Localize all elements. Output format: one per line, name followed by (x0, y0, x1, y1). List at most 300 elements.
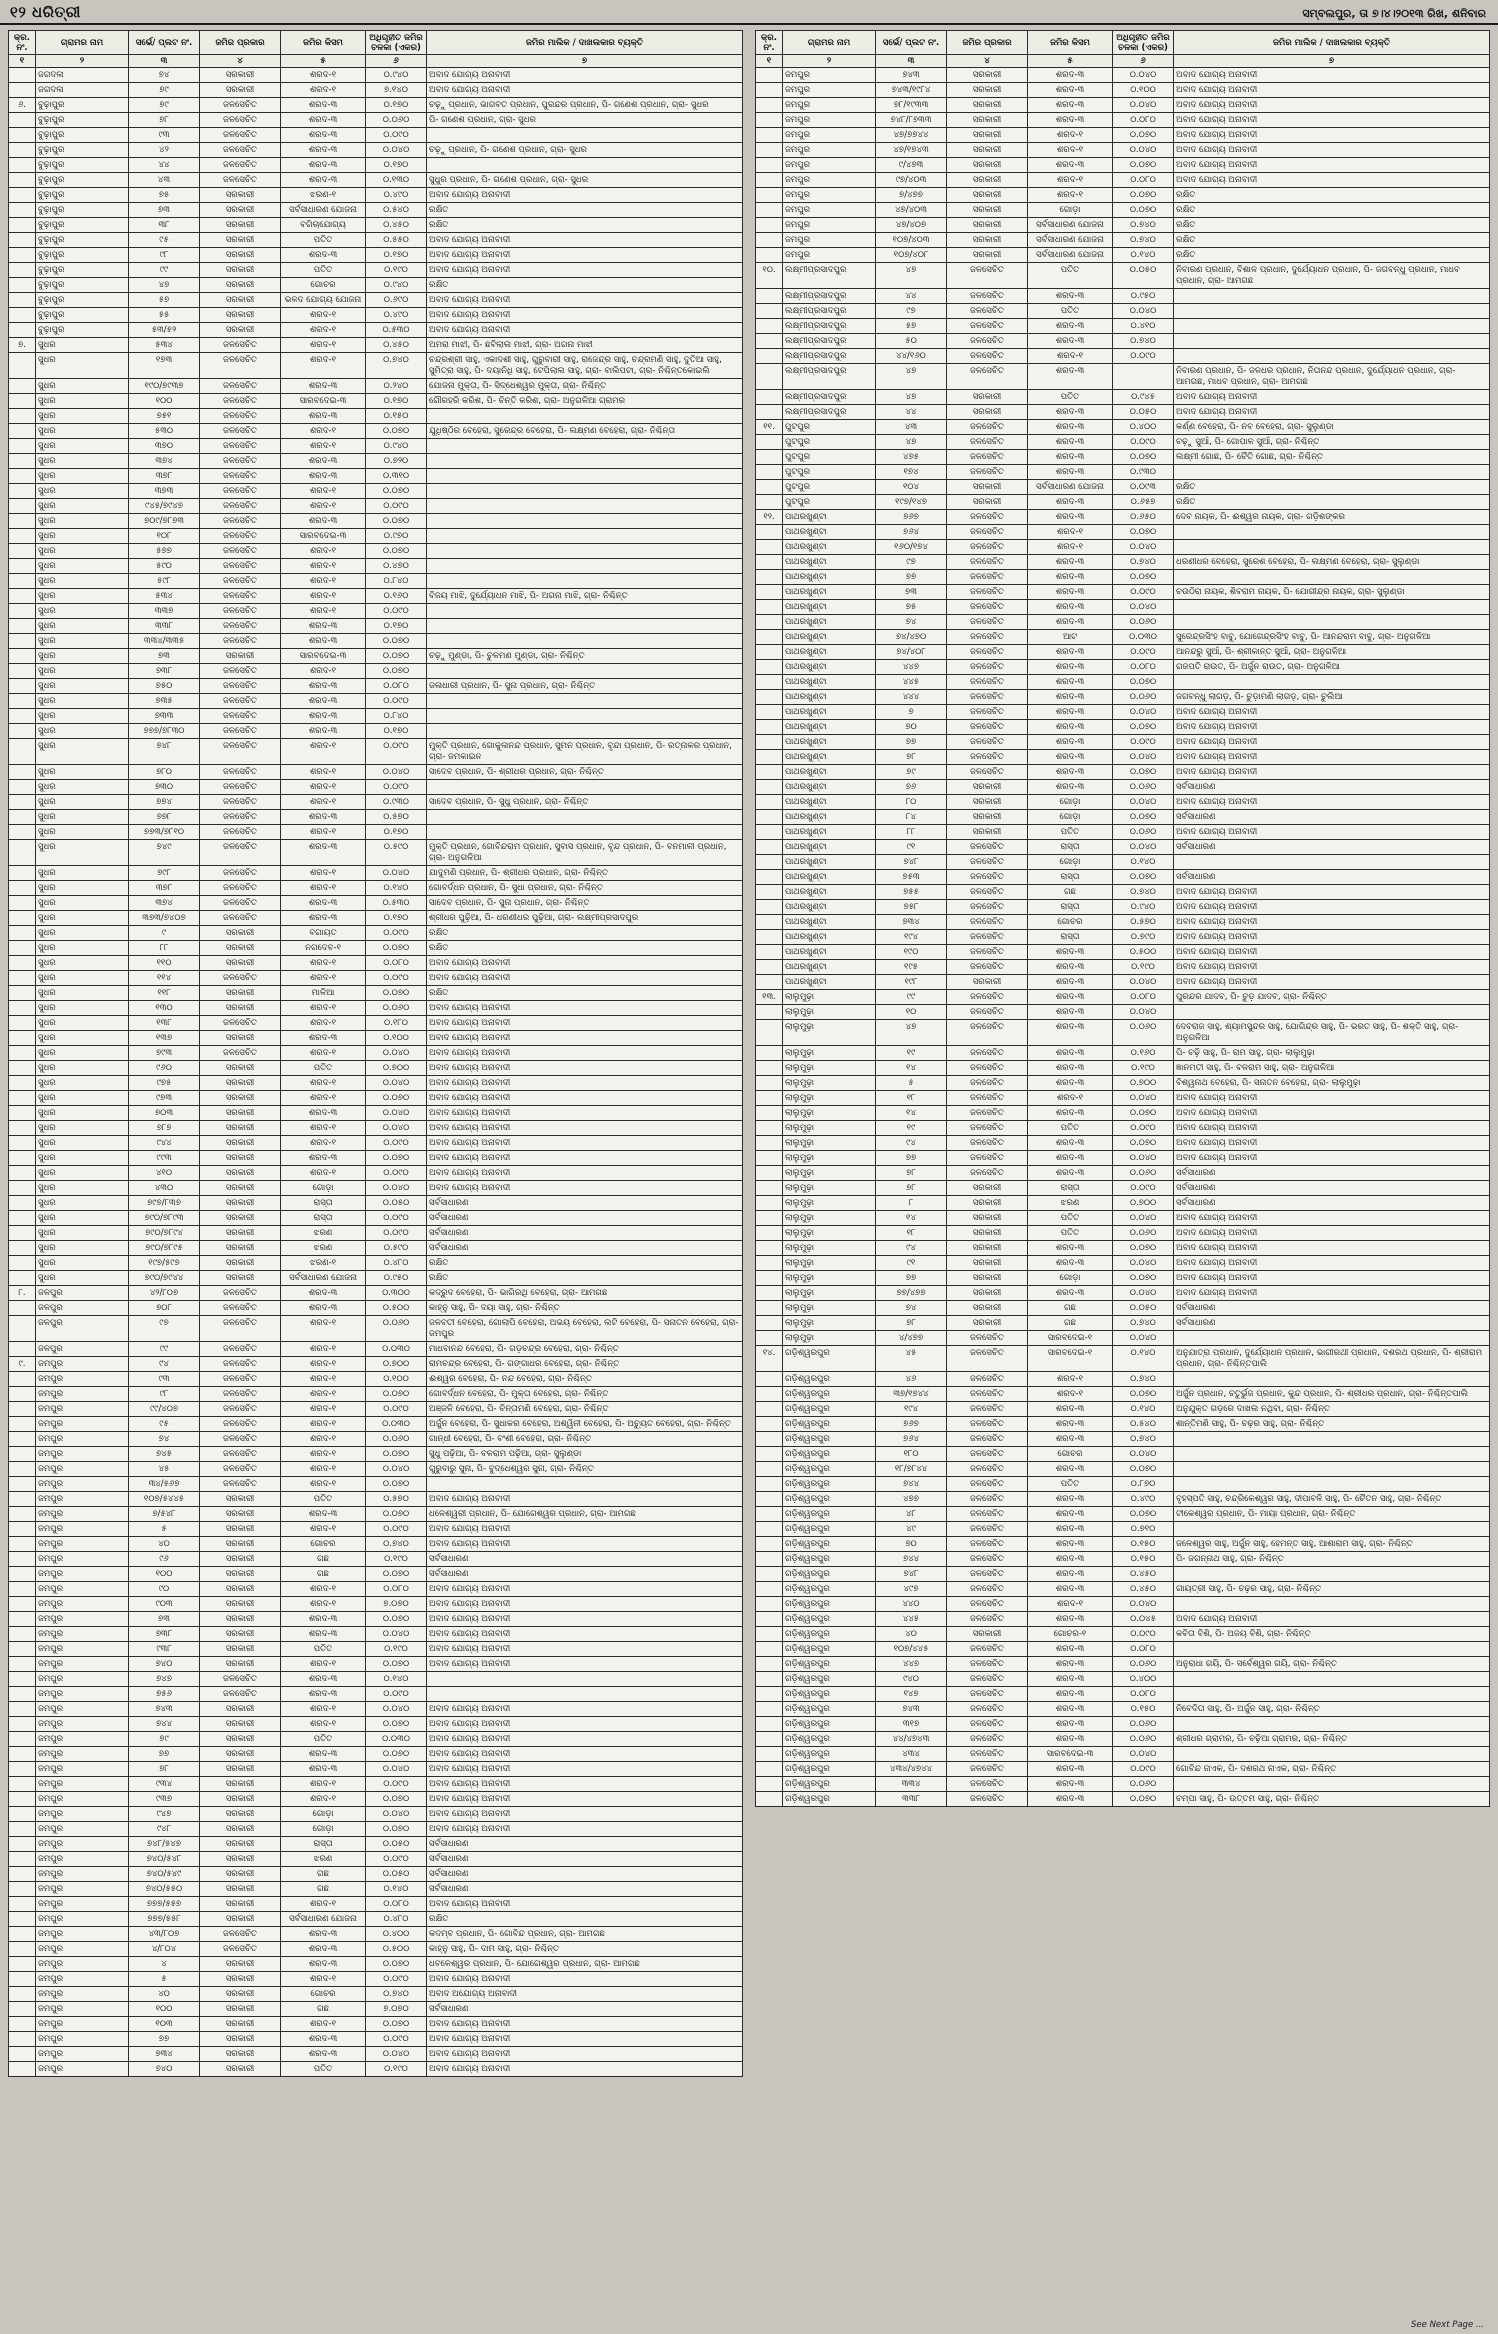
cell-plot-no: ୭୪୫ (129, 1447, 200, 1462)
cell-land-type: ସରକାରୀ (200, 1211, 281, 1226)
cell-owner-occupant: ବିଜୟ ମାଝି, ଦୁର୍ଯ୍ୟୋଧନ ମାଝି, ପି- ଅଗନା ମାଝି, ଗ୍ରା- ନିଶ୍ଚିନ୍ତ (427, 589, 743, 604)
cell-plot-no: ୭୫୦ (129, 679, 200, 694)
cell-land-kisam: ଶରଦ-୩ (1028, 1417, 1113, 1432)
cell-land-kisam: ଶରଦ-୩ (1028, 1061, 1113, 1076)
cell-owner-occupant: ଅବାଦ ଯୋଗ୍ୟ ଅନାବାଦୀ (427, 1597, 743, 1612)
cell-sl-no (756, 1687, 783, 1702)
cell-acquired-area: ୦.୧୪୦ (1113, 1402, 1174, 1417)
cell-owner-occupant: ଯାଦୁମଣି ପ୍ରଧାନ, ପି- ଶ୍ରୀଧର ପ୍ରଧାନ, ଗ୍ରା- ନିଶ୍ଚିନ୍ତ (427, 866, 743, 881)
cell-sl-no (756, 364, 783, 390)
cell-land-kisam: ଝରଣ-୧ (281, 188, 366, 203)
cell-sl-no (9, 1642, 36, 1657)
table-row (9, 604, 743, 619)
cell-village-name: ସୁଧର (36, 1106, 129, 1121)
cell-acquired-area: ୦.୦୪୦ (1113, 1211, 1174, 1226)
table-row (756, 1226, 1490, 1241)
cell-land-type: ଜଳସେଚିତ (947, 1061, 1028, 1076)
cell-land-type: ସରକାରୀ (200, 1106, 281, 1121)
cell-owner-occupant: ଧଳେଶ୍ୱରୀ ପ୍ରଧାନ, ପି- ଯୋଗେଶ୍ୱର ପ୍ରଧାନ, ଗ୍ରା- ଆମଗଛ (427, 1507, 743, 1522)
cell-plot-no: ୧୪ (876, 1061, 947, 1076)
cell-owner-occupant (1174, 1717, 1490, 1732)
cell-acquired-area: ୦.୪୮୦ (366, 1256, 427, 1271)
cell-owner-occupant: ଅବାଦ ଯୋଗ୍ୟ ଅନାବାଦୀ (427, 2062, 743, 2077)
table-row (9, 439, 743, 454)
cell-land-type: ସରକାରୀ (200, 1256, 281, 1271)
cell-sl-no (756, 1747, 783, 1762)
cell-land-type: ସରକାରୀ (200, 1241, 281, 1256)
cell-village-name: ପାଥରଖୁଣ୍ଟା (783, 885, 876, 900)
cell-sl-no (9, 840, 36, 866)
cell-land-kisam: ଶରଦ-୩ (281, 2032, 366, 2047)
cell-acquired-area: ୦.୦୪୦ (366, 1462, 427, 1477)
column-number: ୧ (756, 55, 783, 68)
cell-plot-no: ୭୬ (876, 780, 947, 795)
cell-sl-no (756, 705, 783, 720)
cell-plot-no: ୯୯/୪୦୭ (129, 1402, 200, 1417)
cell-plot-no: ୮୮ (129, 941, 200, 956)
cell-land-kisam: ଶରଦ-୧ (281, 1316, 366, 1342)
cell-acquired-area: ୦.୦୭୦ (366, 424, 427, 439)
table-row (756, 1642, 1490, 1657)
cell-plot-no: ୮୪ (876, 810, 947, 825)
cell-acquired-area: ୦.୦୪୦ (366, 1121, 427, 1136)
cell-land-type: ଜଳସେଚିତ (200, 694, 281, 709)
cell-land-type: ଜଳସେଚିତ (947, 1417, 1028, 1432)
column-header-owner-occupant: ଜମିର ମାଲିକ / ଦାଖଲକାର ବ୍ୟକ୍ତି (1174, 31, 1490, 55)
cell-land-type: ଜଳସେଚିତ (947, 540, 1028, 555)
cell-acquired-area: ୦.୧୬୦ (1113, 1046, 1174, 1061)
cell-plot-no: ୧୮ (876, 1091, 947, 1106)
cell-owner-occupant: ଅବାଦ ଯୋଗ୍ୟ ଅନାବାଦୀ (427, 1747, 743, 1762)
cell-land-kisam: ଶରଦ-୩ (1028, 765, 1113, 780)
cell-village-name: ଜମପୁର (36, 1972, 129, 1987)
cell-acquired-area: ୦.୯୪୦ (1113, 900, 1174, 915)
cell-plot-no: ୭୫୬ (129, 1687, 200, 1702)
cell-land-type: ଜଳସେଚିତ (200, 113, 281, 128)
cell-plot-no: ୩୭୮ (129, 881, 200, 896)
cell-acquired-area: ୦.୪୦୦ (366, 1927, 427, 1942)
cell-acquired-area: ୦.୭୦୦ (1113, 1076, 1174, 1091)
cell-land-kisam: ଶରଦ-୩ (1028, 1537, 1113, 1552)
table-row (756, 1211, 1490, 1226)
cell-village-name: ପାଥରଖୁଣ୍ଟା (783, 630, 876, 645)
cell-acquired-area: ୦.୭୪୦ (1113, 233, 1174, 248)
table-row (9, 911, 743, 926)
table-row (9, 1106, 743, 1121)
cell-village-name: ଲାଲୁମୁଢ଼ା (783, 1256, 876, 1271)
table-row (756, 465, 1490, 480)
cell-land-type: ସରକାରୀ (200, 188, 281, 203)
cell-village-name: ଜମପୁର (36, 1417, 129, 1432)
cell-land-kisam: ଶରଦ-୩ (1028, 1005, 1113, 1020)
cell-acquired-area: ୦.୦୪୦ (1113, 304, 1174, 319)
right-column (755, 30, 1490, 1807)
cell-sl-no (9, 1822, 36, 1837)
cell-acquired-area: ୦.୦୫୦ (366, 1837, 427, 1852)
cell-acquired-area: ୦.୦୬୦ (1113, 615, 1174, 630)
cell-acquired-area: ୦.୦୭୦ (1113, 1462, 1174, 1477)
cell-land-kisam: ଶରଦ-୧ (281, 1777, 366, 1792)
table-row (756, 405, 1490, 420)
cell-plot-no: ୭୮ (876, 1316, 947, 1331)
cell-sl-no (9, 941, 36, 956)
cell-plot-no: ୯୭/୪୦୩ (876, 173, 947, 188)
cell-village-name: ଗଡ଼ିଶ୍ୱରପୁର (783, 1552, 876, 1567)
table-row (756, 173, 1490, 188)
cell-land-kisam: ସାରବଦେଇ-୩ (1028, 1747, 1113, 1762)
cell-land-type: ସରକାରୀ (200, 1582, 281, 1597)
cell-owner-occupant: ଅବାଦ ଯୋଗ୍ୟ ଅନାବାଦୀ (427, 1627, 743, 1642)
cell-owner-occupant (1174, 1522, 1490, 1537)
cell-plot-no: ୪୪/୪୭୪୩ (876, 1732, 947, 1747)
table-row (756, 1061, 1490, 1076)
cell-land-type: ଜଳସେଚିତ (947, 645, 1028, 660)
cell-village-name: ବୁଢ଼ାପୁର (36, 218, 129, 233)
cell-land-type: ଜଳସେଚିତ (947, 1717, 1028, 1732)
table-row (9, 143, 743, 158)
table-row (9, 1717, 743, 1732)
cell-plot-no: ୭୪୪ (876, 1477, 947, 1492)
cell-acquired-area: ୦.୦୭୦ (1113, 1136, 1174, 1151)
cell-owner-occupant: ଅନୁଯୁକ୍ତ ଗଡ଼ରେ ଦାଖଲ ନଥିବା, ଗ୍ରା- ନିଶ୍ଚିନ୍ତ (1174, 1402, 1490, 1417)
cell-land-kisam: ପତିତ (1028, 390, 1113, 405)
cell-land-kisam: ବଗାୟତ (281, 926, 366, 941)
cell-owner-occupant: ଅବାଦ ଯୋଗ୍ୟ ଅନାବାଦୀ (427, 1091, 743, 1106)
cell-land-type: ଜଳସେଚିତ (200, 469, 281, 484)
cell-land-kisam: ଶରଦ-୧ (1028, 143, 1113, 158)
cell-land-kisam: ଗୋଡ଼ା (281, 1807, 366, 1822)
table-row (9, 1342, 743, 1357)
cell-sl-no (756, 480, 783, 495)
cell-owner-occupant: ଅବାଦ ଯୋଗ୍ୟ ଅନାବାଦୀ (427, 233, 743, 248)
cell-plot-no: ୧୦୪ (876, 480, 947, 495)
cell-sl-no (756, 1657, 783, 1672)
column-header-land-kisam: ଜମିର କିସମ (1028, 31, 1113, 55)
cell-acquired-area: ୦.୦୫୦ (366, 1867, 427, 1882)
cell-sl-no (756, 1627, 783, 1642)
cell-owner-occupant: ମୁକ୍ତି ପ୍ରଧାନ, ଗୋକୁଳାନନ୍ଦ ପ୍ରଧାନ, ସୁମନ ପ୍ରଧାନ, ବୃନ୍ଦା ପ୍ରଧାନ, ପି- ରତ୍ନାକର ପ୍ରଧାନ, ଗ୍ରା- ଜମକାଇନ (427, 739, 743, 765)
cell-land-type: ଜଳସେଚିତ (200, 1301, 281, 1316)
column-header-sl-no: କ୍ର. ନଂ. (756, 31, 783, 55)
cell-plot-no: ୯ (129, 926, 200, 941)
cell-land-kisam: ଶରଦ-୧ (281, 780, 366, 795)
cell-owner-occupant: ସାଦେବ ପ୍ରଧାନ, ପି- ଶ୍ରୀଧର ପ୍ରଧାନ, ଗ୍ରା- ନିଶ୍ଚିନ୍ତ (427, 765, 743, 780)
cell-land-type: ଜଳସେଚିତ (200, 840, 281, 866)
table-row (756, 720, 1490, 735)
cell-owner-occupant: ଗାୟତ୍ରୀ ସାହୁ, ପି- ଚଢ଼ର ସାହୁ, ଗ୍ରା- ନିଶ୍ଚିନ୍ତ (1174, 1582, 1490, 1597)
cell-acquired-area (1113, 364, 1174, 390)
cell-sl-no (9, 409, 36, 424)
cell-land-type: ଜଳସେଚିତ (947, 525, 1028, 540)
cell-acquired-area: ୦.୨୪୦ (366, 379, 427, 394)
cell-village-name: ସୁଧର (36, 649, 129, 664)
cell-plot-no: ୪୩/୮୦୭ (129, 1927, 200, 1942)
cell-plot-no: ୩୭୩/୭୪୦୭ (129, 911, 200, 926)
cell-plot-no: ୫୦ (876, 334, 947, 349)
cell-acquired-area: ୦.୦୪୦ (1113, 1447, 1174, 1462)
cell-plot-no: ୧୯୦/୭୯୩୭ (129, 379, 200, 394)
cell-village-name: ଜମପୁର (36, 1792, 129, 1807)
cell-land-kisam: ଶରଦ-୧ (281, 323, 366, 338)
cell-sl-no (9, 795, 36, 810)
cell-acquired-area: ୦.୫୦୦ (366, 1942, 427, 1957)
cell-acquired-area: ୦.୦୭୦ (1113, 158, 1174, 173)
cell-village-name: ଲାଲୁମୁଢ଼ା (783, 1166, 876, 1181)
cell-land-kisam: ପତିତ (281, 1732, 366, 1747)
cell-land-type: ସରକାରୀ (200, 1552, 281, 1567)
cell-land-kisam: ଶରଦ-୧ (281, 1016, 366, 1031)
cell-plot-no: ୯୦ (129, 1582, 200, 1597)
cell-plot-no: ୭୪/୪୦୮ (876, 645, 947, 660)
cell-plot-no: ୧୭୩ (129, 353, 200, 379)
cell-land-kisam: ଶରଦ-୩ (281, 173, 366, 188)
cell-land-kisam: ଝରଣ (281, 1226, 366, 1241)
cell-sl-no (756, 1537, 783, 1552)
table-row (9, 469, 743, 484)
table-row (9, 1912, 743, 1927)
cell-village-name: ଜମପୁର (36, 1777, 129, 1792)
cell-owner-occupant: ଅବାଦ ଯୋଗ୍ୟ ଅନାବାଦୀ (427, 293, 743, 308)
cell-acquired-area: ୦.୦୯୦ (366, 1687, 427, 1702)
cell-owner-occupant: ଅବାଦ ଯୋଗ୍ୟ ଅନାବାଦୀ (1174, 158, 1490, 173)
table-row (9, 113, 743, 128)
cell-land-kisam: ଶରଦ-୩ (1028, 1672, 1113, 1687)
cell-village-name: ସୁଧର (36, 499, 129, 514)
cell-plot-no: ୭୪୮ (129, 739, 200, 765)
table-row (9, 1612, 743, 1627)
table-row (9, 1387, 743, 1402)
cell-land-type: ଜଳସେଚିତ (200, 896, 281, 911)
cell-land-kisam: ଶରଦ-୩ (281, 1672, 366, 1687)
cell-sl-no (9, 739, 36, 765)
cell-plot-no: ୧୦ (876, 1005, 947, 1020)
table-row (756, 1732, 1490, 1747)
cell-village-name: ଜମପୁର (36, 1552, 129, 1567)
cell-acquired-area: ୦.୧୯୦ (366, 2062, 427, 2077)
cell-land-type: ଜଳସେଚିତ (947, 615, 1028, 630)
cell-plot-no: ୫୭ (129, 293, 200, 308)
cell-village-name: ଜମପୁର (783, 128, 876, 143)
cell-land-type: ଜଳସେଚିତ (200, 1462, 281, 1477)
cell-acquired-area: ୦.୦୭୦ (1113, 188, 1174, 203)
cell-land-kisam: ଗୋଡ଼ା (1028, 203, 1113, 218)
cell-land-type: ଜଳସେଚିତ (200, 1477, 281, 1492)
cell-sl-no (9, 1987, 36, 2002)
cell-land-type: ଜଳସେଚିତ (947, 420, 1028, 435)
cell-acquired-area: ୦.୦୫୦ (1113, 405, 1174, 420)
cell-sl-no (756, 1121, 783, 1136)
cell-owner-occupant: ସର୍ବସାଧାରଣ (427, 2002, 743, 2017)
cell-village-name: ସୁଧର (36, 1076, 129, 1091)
cell-plot-no: ୭୮ (129, 113, 200, 128)
cell-land-kisam: ଶରଦ-୩ (1028, 334, 1113, 349)
cell-sl-no (9, 323, 36, 338)
table-row (756, 1166, 1490, 1181)
table-row (756, 510, 1490, 525)
cell-plot-no: ୪୭/୪୦୭ (876, 218, 947, 233)
cell-land-kisam: ଶରଦ-୩ (1028, 158, 1113, 173)
cell-owner-occupant: ସର୍ବସାଧାରଣ (1174, 1166, 1490, 1181)
table-row (756, 1447, 1490, 1462)
cell-owner-occupant: ଦେବରାଜ ସାହୁ, ଶ୍ୟାମସୁନ୍ଦର ସାହୁ, ଯୋଗିନ୍ଦ୍ର ସାହୁ, ପି- ଭରତ ସାହୁ, ପି- ଶକ୍ତି ସାହୁ, ଗ୍ରା- ଅନୁଗଳିଆ (1174, 1020, 1490, 1046)
cell-sl-no (756, 1762, 783, 1777)
cell-acquired-area: ୦.୦୫୦ (1113, 263, 1174, 289)
table-row (9, 1597, 743, 1612)
cell-acquired-area: ୦.୭୦୦ (1113, 1196, 1174, 1211)
cell-land-type: ସରକାରୀ (200, 1957, 281, 1972)
cell-land-type: ଜଳସେଚିତ (200, 439, 281, 454)
cell-land-kisam: ଶରଦ-୧ (281, 1432, 366, 1447)
table-row (9, 1732, 743, 1747)
cell-sl-no (9, 529, 36, 544)
cell-sl-no (9, 1702, 36, 1717)
cell-land-kisam: ଶରଦ-୩ (1028, 1136, 1113, 1151)
cell-sl-no (9, 1672, 36, 1687)
cell-acquired-area: ୦.୦୭୦ (1113, 1271, 1174, 1286)
cell-village-name: ଗଡ଼ିଶ୍ୱରପୁର (783, 1346, 876, 1372)
cell-owner-occupant: ଅବାଦ ଯୋଗ୍ୟ ଅନାବାଦୀ (427, 2017, 743, 2032)
cell-plot-no: ୭୯୦/୭୮୯୩ (129, 1211, 200, 1226)
cell-sl-no (756, 1717, 783, 1732)
cell-village-name: ଗଡ଼ିଶ୍ୱରପୁର (783, 1747, 876, 1762)
cell-owner-occupant (427, 409, 743, 424)
cell-land-kisam: ଶରଦ-୩ (1028, 645, 1113, 660)
cell-land-kisam: ଶରଦ-୩ (1028, 1687, 1113, 1702)
cell-land-kisam: ଶରଦ-୩ (1028, 1777, 1113, 1792)
cell-owner-occupant: ଅବାଦ ଯୋଗ୍ୟ ଅନାବାଦୀ (1174, 1286, 1490, 1301)
cell-sl-no (9, 1807, 36, 1822)
cell-acquired-area: ୦.୦୪୦ (1113, 1747, 1174, 1762)
cell-acquired-area: ୦.୦୮୦ (1113, 1642, 1174, 1657)
cell-sl-no (756, 1286, 783, 1301)
cell-acquired-area: ୦.୦୭୦ (366, 664, 427, 679)
cell-land-type: ସରକାରୀ (200, 2047, 281, 2062)
cell-acquired-area: ୦.୦୪୦ (1113, 1151, 1174, 1166)
cell-village-name: ଲାଲୁମୁଢ଼ା (783, 1271, 876, 1286)
cell-land-kisam: ଗଛ (281, 1552, 366, 1567)
cell-village-name: ଲାଲୁମୁଢ଼ା (783, 1106, 876, 1121)
column-number: ୪ (947, 55, 1028, 68)
cell-land-type: ଜଳସେଚିତ (947, 1507, 1028, 1522)
cell-village-name: ଜମପୁର (783, 173, 876, 188)
cell-acquired-area: ୦.୦୪୦ (366, 143, 427, 158)
cell-owner-occupant: ସର୍ବସାଧାରଣ (427, 1567, 743, 1582)
cell-sl-no (756, 405, 783, 420)
cell-plot-no: ୯୯ (129, 263, 200, 278)
cell-owner-occupant: ଶାନ୍ତିମଣି ସାହୁ, ପି- ଚଢ଼ର ସାହୁ, ଗ୍ରା- ନିଶ୍ଚିନ୍ତ (1174, 1417, 1490, 1432)
table-row (756, 1417, 1490, 1432)
table-row (756, 630, 1490, 645)
cell-land-type: ସରକାରୀ (947, 218, 1028, 233)
cell-owner-occupant: ଅବାଦ ଯୋଗ୍ୟ ଅନାବାଦୀ (427, 1792, 743, 1807)
cell-sl-no (756, 1316, 783, 1331)
cell-land-type: ଜଳସେଚିତ (200, 514, 281, 529)
cell-land-kisam: ଶରଦ-୩ (281, 128, 366, 143)
cell-plot-no: ୭୭୩/୭୮୧୦ (129, 825, 200, 840)
cell-acquired-area: ୦.୦୭୦ (366, 1822, 427, 1837)
cell-owner-occupant: କଦମ୍ବ ପ୍ରଧାନ, ପି- ଗୋବିନ୍ଦ ପ୍ରଧାନ, ଗ୍ରା- ଆମଗଛ (427, 1927, 743, 1942)
cell-village-name: ଜମପୁର (783, 68, 876, 83)
cell-acquired-area: ୦.୦୭୦ (1113, 720, 1174, 735)
cell-land-type: ଜଳସେଚିତ (947, 1492, 1028, 1507)
header-row (9, 31, 743, 55)
cell-village-name: ପାଥରଖୁଣ୍ଟା (783, 930, 876, 945)
cell-acquired-area: ୦.୦୯୦ (1113, 1121, 1174, 1136)
cell-owner-occupant: ଅବାଦ ଯୋଗ୍ୟ ଅନାବାଦୀ (427, 1166, 743, 1181)
cell-owner-occupant: ରକ୍ଷିତ (427, 986, 743, 1001)
cell-land-type: ସରକାରୀ (200, 2062, 281, 2077)
cell-land-kisam: ଶରଦ-୩ (281, 840, 366, 866)
cell-village-name: ଗଡ଼ିଶ୍ୱରପୁର (783, 1582, 876, 1597)
cell-village-name: ସୁଧର (36, 409, 129, 424)
cell-plot-no: ୭୫ (876, 600, 947, 615)
cell-sl-no (756, 1226, 783, 1241)
cell-acquired-area: ୦.୦୪୦ (1113, 795, 1174, 810)
cell-village-name: ସୁଧର (36, 724, 129, 739)
cell-acquired-area: ୦.୦୪୦ (366, 1762, 427, 1777)
cell-sl-no (9, 1076, 36, 1091)
cell-land-kisam: ଶରଦ-୧ (281, 574, 366, 589)
table-row (756, 1672, 1490, 1687)
cell-land-kisam: ଶରଦ-୩ (281, 1151, 366, 1166)
cell-sl-no (756, 1702, 783, 1717)
cell-plot-no: ୭୪୭ (129, 1672, 200, 1687)
cell-sl-no (9, 810, 36, 825)
cell-village-name: ବୁଢ଼ାପୁର (36, 98, 129, 113)
cell-land-kisam: ପତିତ (281, 1061, 366, 1076)
cell-owner-occupant (1174, 1642, 1490, 1657)
cell-acquired-area: ୦.୯୪୦ (366, 278, 427, 293)
cell-owner-occupant (427, 810, 743, 825)
cell-sl-no: ୧୨. (756, 510, 783, 525)
table-row (9, 1777, 743, 1792)
cell-sl-no (756, 960, 783, 975)
cell-village-name: ଜମପୁର (36, 1852, 129, 1867)
cell-owner-occupant: ଅବାଦ ଯୋଗ୍ୟ ଅନାବାଦୀ (427, 1612, 743, 1627)
cell-owner-occupant (427, 544, 743, 559)
cell-land-kisam: ଶରଦ-୩ (1028, 1492, 1113, 1507)
cell-land-kisam: ଶରଦ-୧ (1028, 188, 1113, 203)
cell-village-name: ଲକ୍ଷ୍ମୀପ୍ରସାଦପୁର (783, 405, 876, 420)
cell-village-name: ଜମପୁର (36, 1522, 129, 1537)
table-header-left (9, 31, 743, 68)
cell-plot-no: ୭୯୭/୮୩୭ (129, 1196, 200, 1211)
cell-village-name: ବୁଢ଼ାପୁର (36, 113, 129, 128)
cell-sl-no (756, 248, 783, 263)
cell-acquired-area: ୦.୮୪୦ (366, 574, 427, 589)
cell-land-kisam: ଶରଦ-୧ (281, 866, 366, 881)
cell-land-type: ସରକାରୀ (200, 1091, 281, 1106)
cell-acquired-area: ୦.୦୯୦ (1113, 645, 1174, 660)
table-row (9, 589, 743, 604)
cell-sl-no (756, 1331, 783, 1346)
cell-sl-no (756, 390, 783, 405)
cell-sl-no (9, 83, 36, 98)
cell-owner-occupant: ଅବାଦ ଅଯୋଗ୍ୟ ଅନାବାଦୀ (427, 1987, 743, 2002)
cell-plot-no: ୧୪ (876, 1106, 947, 1121)
cell-land-kisam: ଶରଦ-୩ (1028, 1507, 1113, 1522)
cell-village-name: ସୁଧର (36, 1241, 129, 1256)
cell-land-kisam: ପତିତ (281, 263, 366, 278)
cell-village-name: ସୁଧର (36, 1226, 129, 1241)
cell-plot-no: ୪୨ (129, 143, 200, 158)
cell-land-type: ଜଳସେଚିତ (200, 1432, 281, 1447)
cell-owner-occupant: ଯୋଜନା ମୁକ୍ତା, ପି- ସିଦ୍ଧେଶ୍ୱର ମୁକ୍ତା, ଗ୍ରା- ନିଶ୍ଚିନ୍ତ (427, 379, 743, 394)
table-row (9, 544, 743, 559)
cell-plot-no: ୭୬୪ (876, 525, 947, 540)
cell-sl-no (756, 435, 783, 450)
table-row (756, 1687, 1490, 1702)
